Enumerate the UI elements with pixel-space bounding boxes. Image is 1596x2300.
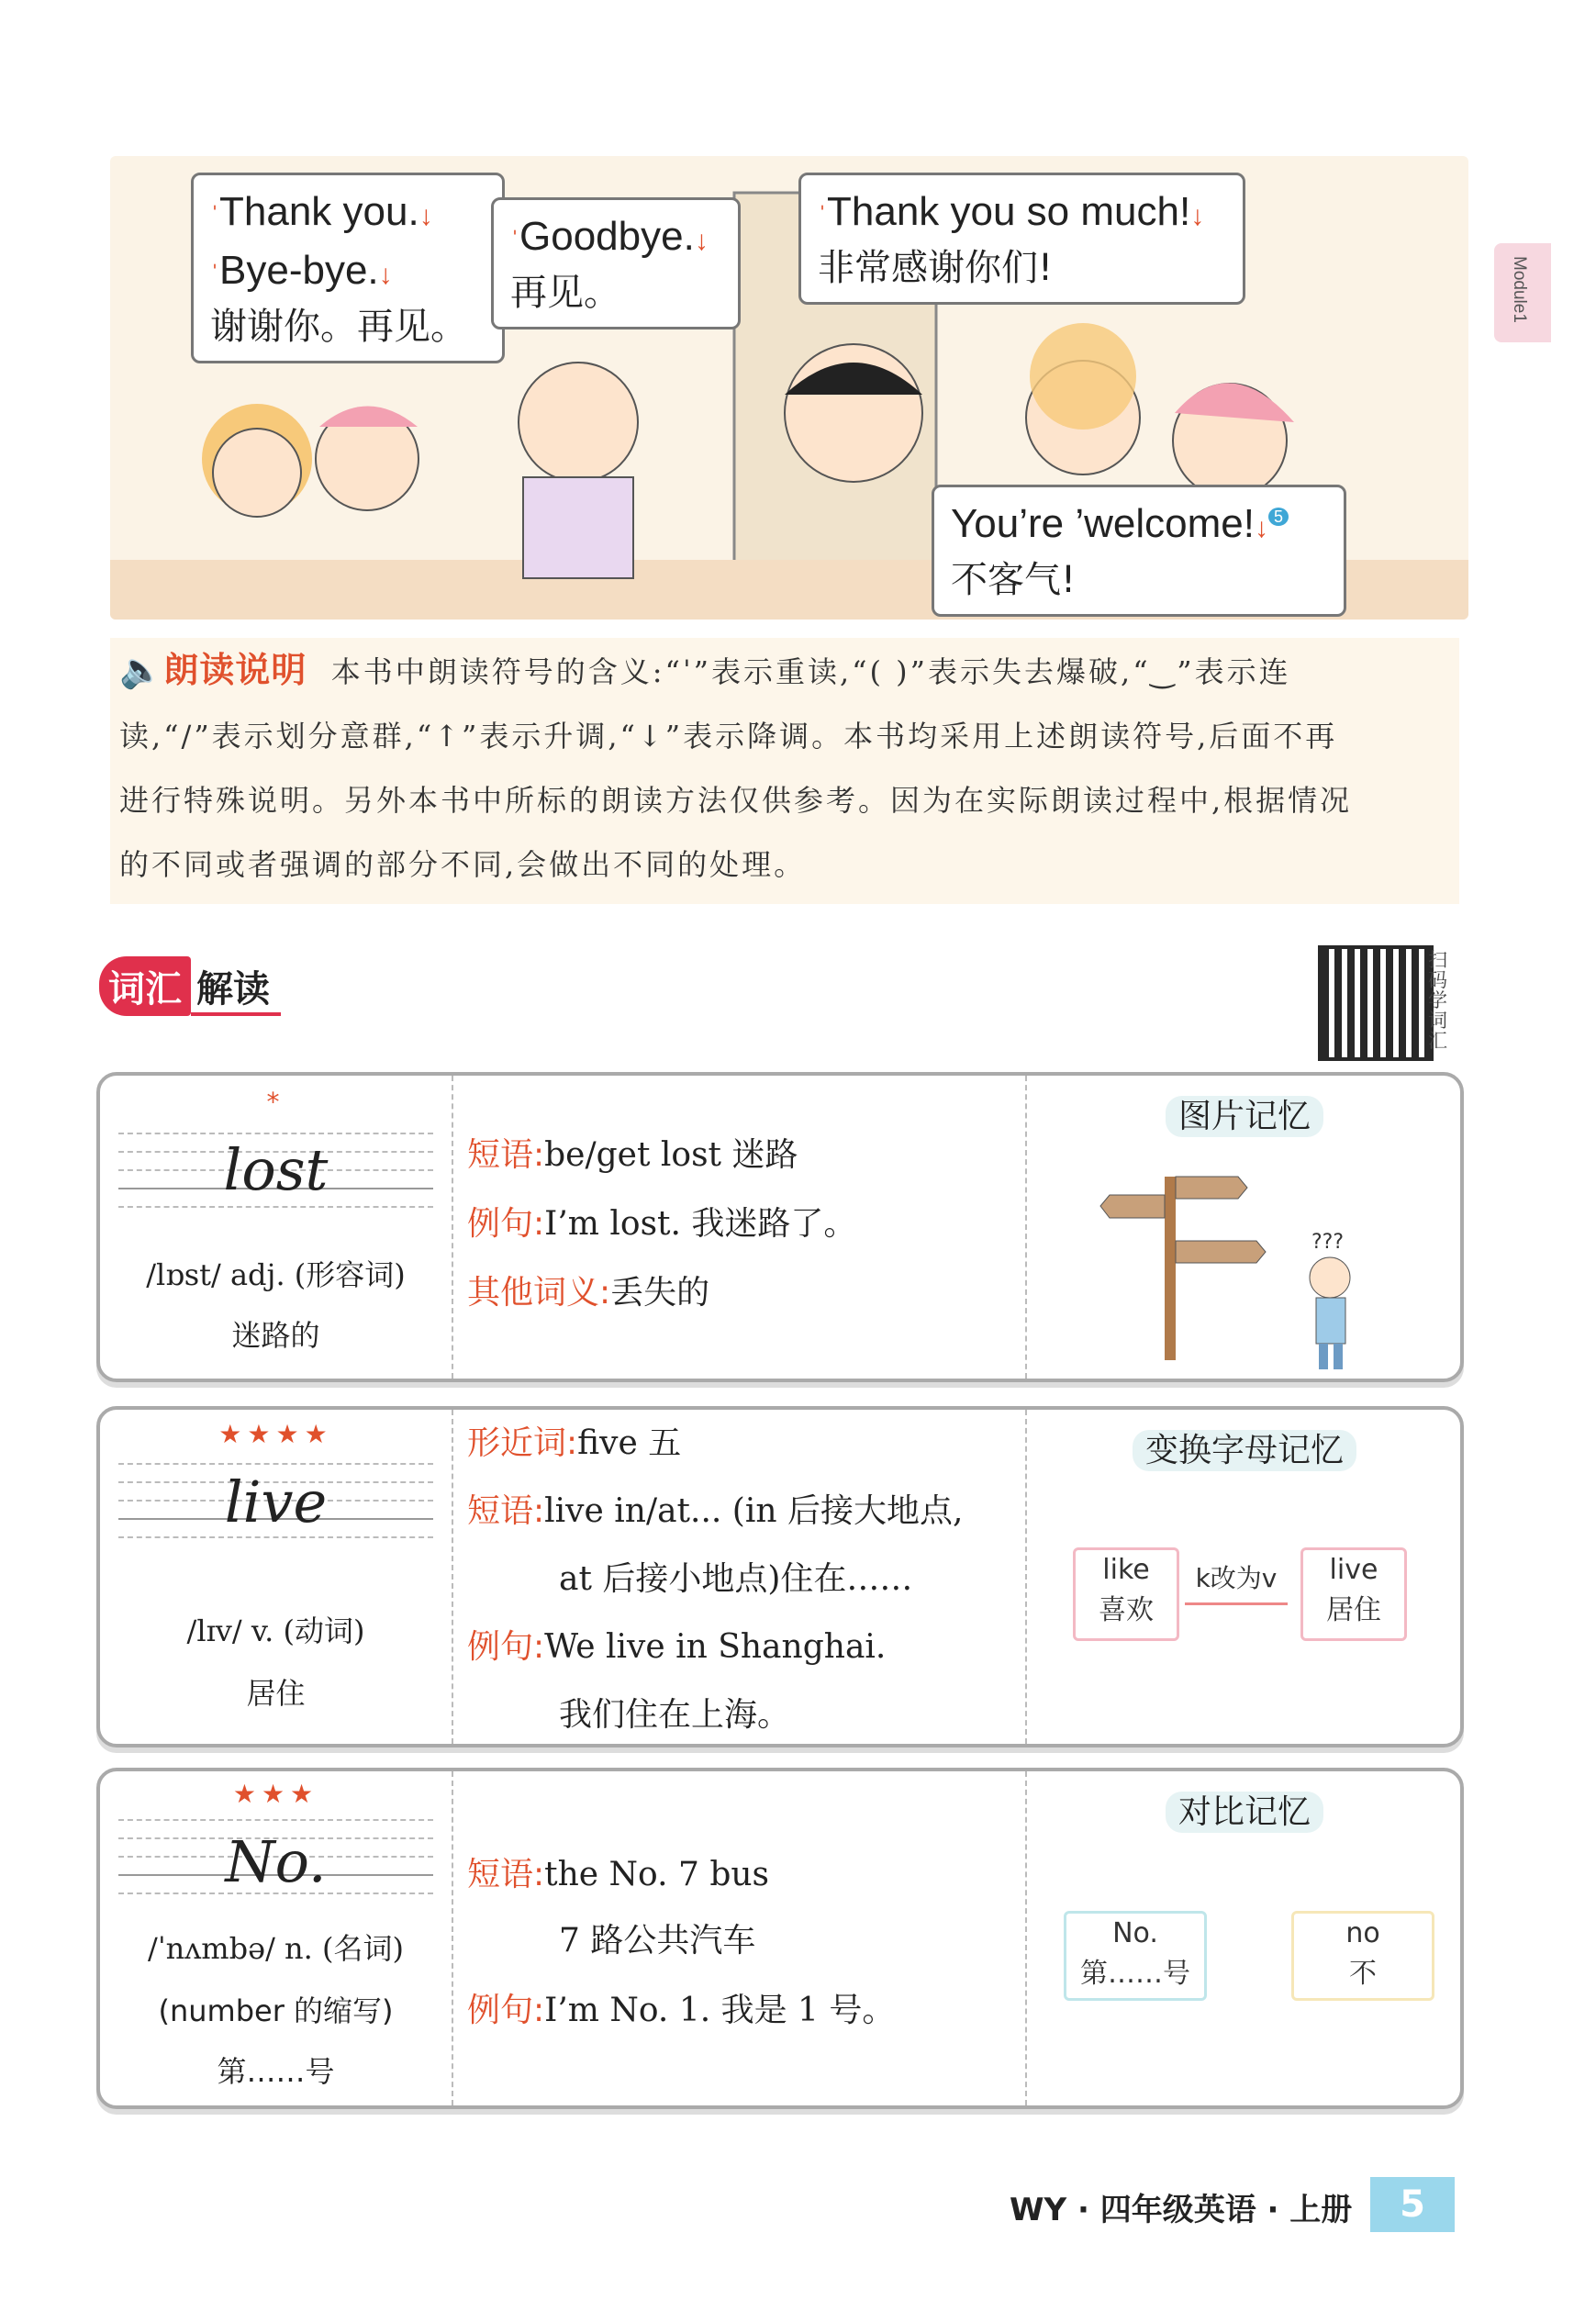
vocab-word: live <box>224 1468 328 1535</box>
footer-book-title: WY · 四年级英语 · 上册 <box>1010 2192 1353 2228</box>
phrase-text-cont: at 后接小地点)住在…… <box>559 1560 913 1598</box>
bubble2-chinese: 再见。 <box>510 271 620 314</box>
similar-word-label: 形近词: <box>467 1424 578 1462</box>
bubble2-line1: Goodbye. <box>519 214 695 259</box>
word-column <box>100 1410 453 1744</box>
example-text: We live in Shanghai. <box>544 1628 887 1666</box>
from-word-box <box>1073 1547 1179 1641</box>
compare-box-a <box>1064 1911 1207 2001</box>
speech-bubble-4: You’re ’welcome!↓ $^5$ 不客气! <box>932 485 1346 617</box>
reading-note-title: 朗读说明 <box>163 650 307 690</box>
phonetic: /lɒst/ adj. (形容词) <box>146 1257 406 1292</box>
speech-bubble-3: ˈThank you so much!↓ 非常感谢你们! <box>798 173 1245 305</box>
bubble1-line2: Bye-bye. <box>219 247 379 293</box>
example-label: 例句: <box>467 1992 545 2029</box>
compare-a-en: No. <box>1112 1917 1158 1949</box>
example-label: 例句: <box>467 1628 545 1666</box>
phrase-text: the No. 7 bus <box>544 1856 770 1893</box>
bubble1-line1: Thank you. <box>219 189 419 234</box>
phrase-translation: 7 路公共汽车 <box>559 1922 756 1959</box>
vocab-card-no <box>96 1768 1464 2109</box>
example-label: 例句: <box>467 1205 545 1243</box>
star-rating: ★★★ <box>232 1779 319 1809</box>
qr-code-icon[interactable] <box>1318 945 1434 1061</box>
word-meaning: 迷路的 <box>231 1318 320 1353</box>
svg-text:???: ??? <box>1311 1231 1345 1254</box>
vocab-word: No. <box>225 1828 327 1895</box>
phrase-label: 短语: <box>467 1492 545 1530</box>
arrow-right-icon <box>1185 1602 1288 1605</box>
vocab-word: lost <box>223 1136 329 1203</box>
reading-note-line3: 进行特殊说明。另外本书中所标的朗读方法仅供参考。因为在实际朗读过程中,根据情况 <box>119 783 1353 818</box>
module-tab-label: Module1 <box>1510 256 1529 323</box>
reading-note-line1: 本书中朗读符号的含义:“ˈ”表示重读,“( )”表示失去爆破,“‿”表示连 <box>330 654 1291 689</box>
example-translation: 我们住在上海。 <box>559 1696 791 1734</box>
memory-column <box>1025 1410 1462 1744</box>
memory-title: 对比记忆 <box>1166 1792 1323 1833</box>
example-text: I’m lost. 我迷路了。 <box>544 1205 857 1243</box>
section-pill: 词汇 <box>99 956 191 1016</box>
star-rating: * <box>266 1087 285 1117</box>
similar-word-text: five 五 <box>577 1424 682 1462</box>
speech-bubble-2: ˈGoodbye.↓ 再见。 <box>491 197 741 329</box>
compare-b-cn: 不 <box>1349 1958 1377 1990</box>
memory-title: 变换字母记忆 <box>1133 1430 1356 1471</box>
change-rule: k改为v <box>1195 1563 1278 1593</box>
phrase-text: be/get lost 迷路 <box>544 1136 798 1174</box>
vocab-card-lost <box>96 1072 1464 1382</box>
phrase-label: 短语: <box>467 1856 545 1893</box>
audio-track-badge[interactable]: 5 <box>1268 508 1289 526</box>
section-header <box>99 956 281 1013</box>
to-word-cn: 居住 <box>1326 1594 1381 1626</box>
bubble3-chinese: 非常感谢你们! <box>818 246 1054 289</box>
word-meaning: 第……号 <box>217 2054 335 2089</box>
phrase-text: live in/at... (in 后接大地点, <box>544 1492 964 1530</box>
abbreviation-note: (number 的缩写) <box>158 1993 394 2028</box>
word-column <box>100 1076 453 1379</box>
page-number: 5 <box>1370 2177 1455 2232</box>
phonetic: /ˈnʌmbə/ n. (名词) <box>148 1931 404 1966</box>
memory-title: 图片记忆 <box>1166 1096 1323 1137</box>
signpost-lost-boy-illustration <box>1027 1140 1462 1379</box>
bubble4-line1: You’re ’welcome! <box>951 501 1255 546</box>
reading-note-line4: 的不同或者强调的部分不同,会做出不同的处理。 <box>119 847 807 882</box>
to-word-box <box>1300 1547 1407 1641</box>
word-column <box>100 1771 453 2105</box>
memory-column <box>1025 1076 1462 1379</box>
memory-column <box>1025 1771 1462 2105</box>
bubble4-chinese: 不客气! <box>951 558 1077 601</box>
phrase-label: 短语: <box>467 1136 545 1174</box>
bubble3-line1: Thank you so much! <box>827 189 1191 234</box>
example-text: I’m No. 1. 我是 1 号。 <box>544 1992 896 2029</box>
section-title: 解读 <box>191 956 281 1016</box>
other-meaning-text: 丢失的 <box>610 1274 710 1312</box>
reading-note <box>110 638 1459 904</box>
reading-note-line2: 读,“/”表示划分意群,“↑”表示升调,“↓”表示降调。本书均采用上述朗读符号,后面不再 <box>119 719 1338 754</box>
from-word-cn: 喜欢 <box>1099 1594 1154 1626</box>
compare-a-cn: 第……号 <box>1080 1958 1190 1990</box>
compare-b-en: no <box>1345 1917 1380 1949</box>
speech-bubble-1: ˈThank you.↓ ˈBye-bye.↓ 谢谢你。再见。 <box>191 173 505 363</box>
vocab-card-live <box>96 1406 1464 1747</box>
module-tab[interactable] <box>1494 243 1551 342</box>
speaker-icon: 🔈 <box>119 650 164 690</box>
word-meaning: 居住 <box>246 1676 306 1711</box>
qr-caption: 扫码学词汇 <box>1428 949 1447 1052</box>
phonetic: /lɪv/ v. (动词) <box>186 1613 365 1648</box>
from-word-en: like <box>1102 1554 1150 1586</box>
compare-box-b <box>1291 1911 1434 2001</box>
bubble1-chinese: 谢谢你。再见。 <box>210 305 467 348</box>
other-meaning-label: 其他词义: <box>467 1274 611 1312</box>
to-word-en: live <box>1329 1554 1378 1586</box>
star-rating: ★★★★ <box>218 1419 333 1449</box>
